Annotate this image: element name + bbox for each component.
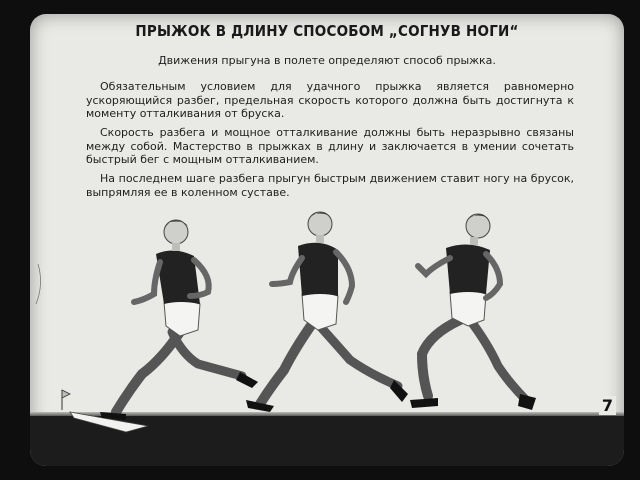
paragraph-3: На последнем шаге разбега прыгун быстрым движением ставит ногу на брусок, выпрямляя ее в коленном суставе.: [86, 172, 574, 199]
takeoff-board-icon: [36, 264, 148, 432]
slide-frame: [30, 14, 624, 466]
runners-illustration: [30, 14, 624, 466]
paragraph-1: Обязательным условием для удачного прыжка является равномерно ускоряющийся разбег, предельная скорость которого должна быть достигнута к моменту отталкивания от бруска.: [86, 80, 574, 120]
paragraph-2: Скорость разбега и мощное отталкивание должны быть неразрывно связаны между собой. Мастерство в прыжках в длину и заключается в умении сочетать быстрый бег с мощным отталкиванием.: [86, 126, 574, 166]
runner-figure-2: [246, 212, 408, 412]
slide-subtitle: Движения прыгуна в полете определяют способ прыжка.: [158, 54, 496, 67]
slide-title: ПРЫЖОК В ДЛИНУ СПОСОБОМ „СОГНУВ НОГИ“: [135, 22, 519, 40]
page-number: 7: [599, 396, 616, 415]
runner-figure-1: [100, 220, 258, 420]
runner-figure-3: [410, 214, 536, 410]
